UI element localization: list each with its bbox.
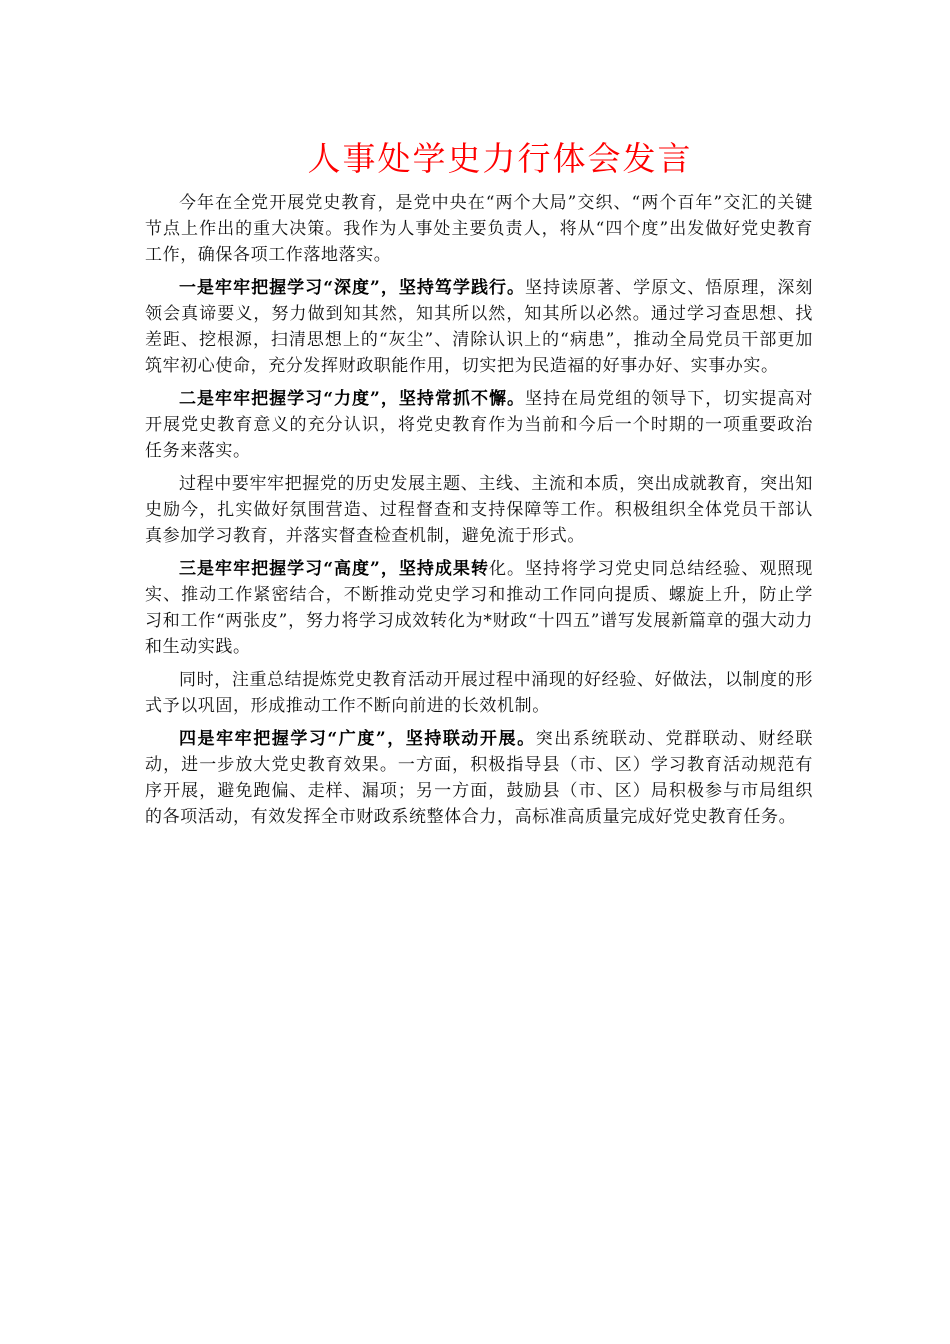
paragraph-lead: 二是牢牢把握学习“力度”，坚持常抓不懈。 bbox=[179, 389, 526, 409]
paragraph-height bbox=[145, 556, 813, 660]
paragraph-lead: 三是牢牢把握学习“高度”，坚持成果转 bbox=[179, 559, 489, 579]
paragraph-meanwhile bbox=[145, 667, 813, 719]
paragraph-text: 坚持读原著、学原文、悟原理，深刻领会真谛要义，努力做到知其然，知其所以然，知其所以必然。通过学习查思想、找差距、挖根源，扫清思想上的“灰尘”、清除认识上的“病患”，推动全局党员干部更加筑牢初心使命，充分发挥财政职能作用，切实把为民造福的好事办好、实事办实。 bbox=[145, 278, 813, 376]
paragraph-depth bbox=[145, 275, 813, 379]
paragraph-process bbox=[145, 471, 813, 549]
paragraph-lead: 四是牢牢把握学习“广度”，坚持联动开展。 bbox=[179, 729, 536, 749]
paragraph-text: 同时，注重总结提炼党史教育活动开展过程中涌现的好经验、好做法，以制度的形式予以巩固，形成推动工作不断向前进的长效机制。 bbox=[145, 670, 813, 716]
document-body bbox=[145, 190, 813, 837]
paragraph-text: 今年在全党开展党史教育，是党中央在“两个大局”交织、“两个百年”交汇的关键节点上作出的重大决策。我作为人事处主要负责人，将从“四个度”出发做好党史教育工作，确保各项工作落地落实。 bbox=[145, 193, 813, 265]
document-title: 人事处学史力行体会发言 bbox=[307, 139, 693, 178]
paragraph-intro bbox=[145, 190, 813, 268]
paragraph-lead: 一是牢牢把握学习“深度”，坚持笃学践行。 bbox=[179, 278, 526, 298]
paragraph-text: 化。坚持将学习党史同总结经验、观照现实、推动工作紧密结合，不断推动党史学习和推动工作同向提质、螺旋上升，防止学习和工作“两张皮”，努力将学习成效转化为*财政“十四五”谱写发展新篇章的强大动力和生动实践。 bbox=[145, 559, 813, 657]
paragraph-strength bbox=[145, 386, 813, 464]
paragraph-text: 突出系统联动、党群联动、财经联动，进一步放大党史教育效果。一方面，积极指导县（市、区）学习教育活动规范有序开展，避免跑偏、走样、漏项；另一方面，鼓励县（市、区）局积极参与市局组织的各项活动，有效发挥全市财政系统整体合力，高标准高质量完成好党史教育任务。 bbox=[145, 729, 813, 827]
paragraph-text: 坚持在局党组的领导下，切实提高对开展党史教育意义的充分认识，将党史教育作为当前和今后一个时期的一项重要政治任务来落实。 bbox=[145, 389, 813, 461]
paragraph-breadth bbox=[145, 726, 813, 830]
paragraph-text: 过程中要牢牢把握党的历史发展主题、主线、主流和本质，突出成就教育，突出知史励今，扎实做好氛围营造、过程督查和支持保障等工作。积极组织全体党员干部认真参加学习教育，并落实督查检查机制，避免流于形式。 bbox=[145, 474, 813, 546]
